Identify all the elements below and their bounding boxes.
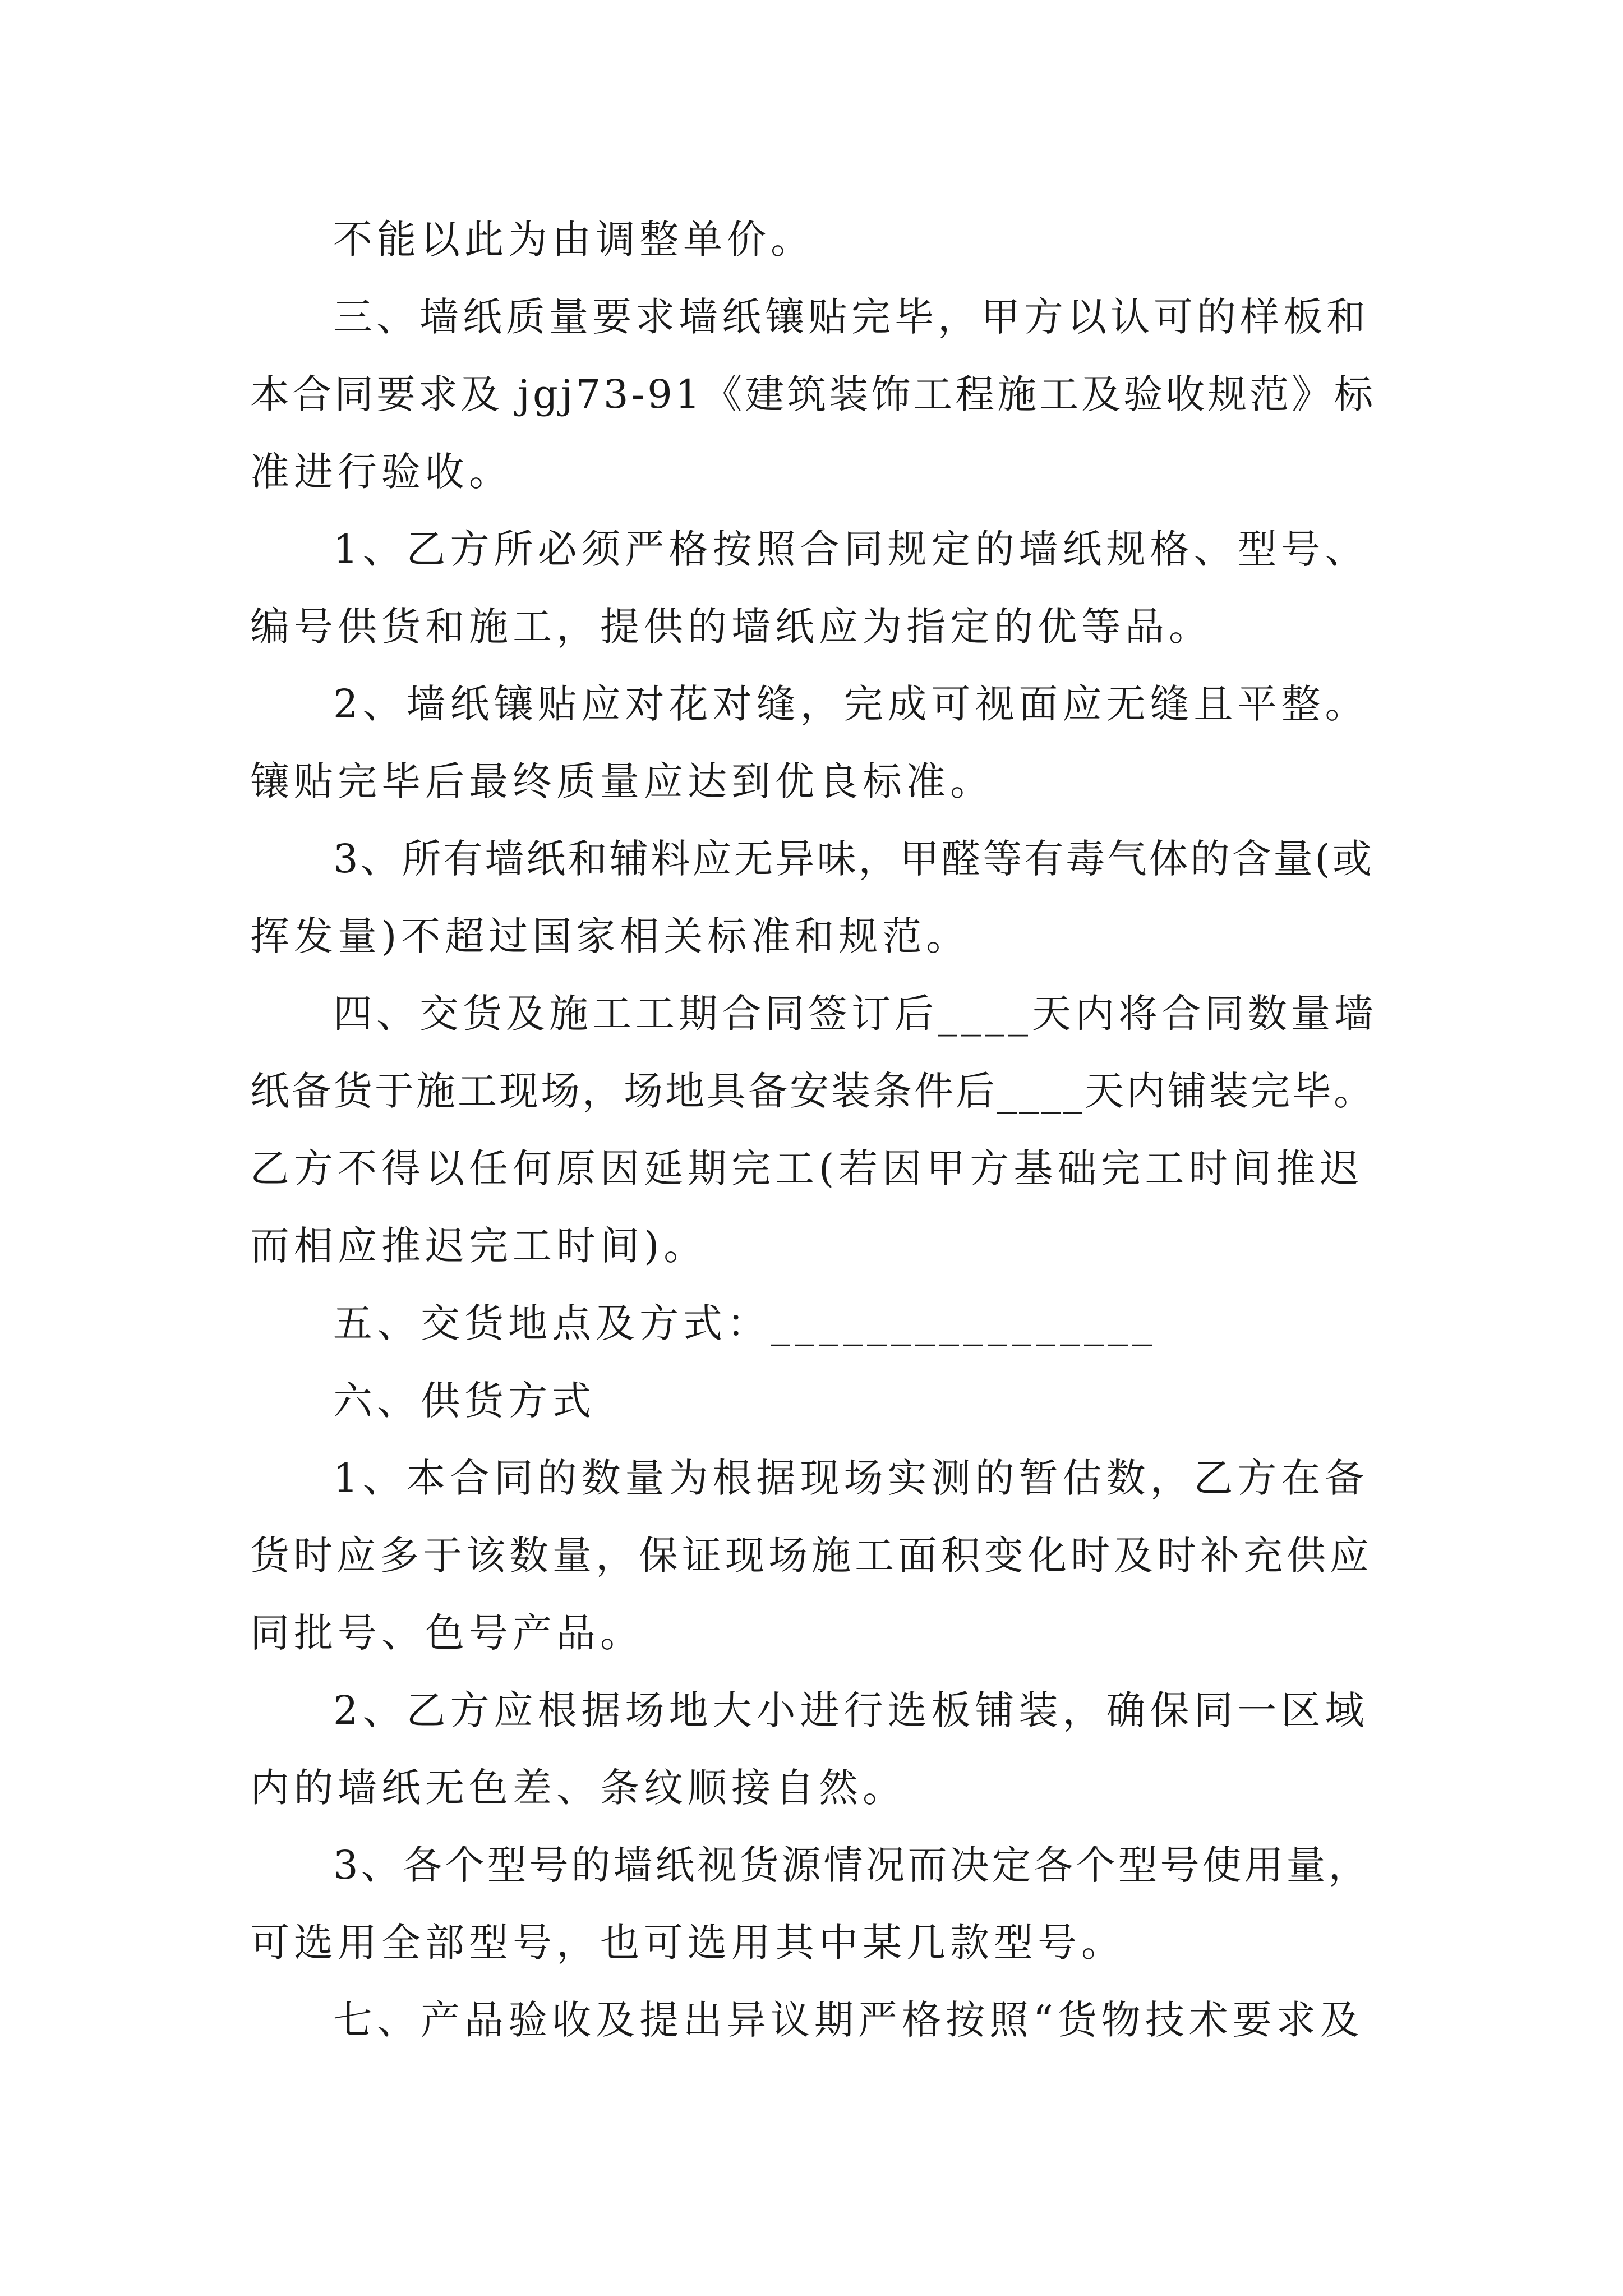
text-line: 不能以此为由调整单价。 bbox=[333, 217, 814, 263]
text-line: 可选用全部型号，也可选用其中某几款型号。 bbox=[250, 1920, 1125, 1966]
text-line: 三、墙纸质量要求墙纸镶贴完毕，甲方以认可的样板和 bbox=[333, 294, 1370, 340]
text-line: 2、乙方应根据场地大小进行选板铺装，确保同一区域 bbox=[333, 1687, 1369, 1733]
text-line: 乙方不得以任何原因延期完工(若因甲方基础完工时间推迟 bbox=[250, 1145, 1364, 1191]
text-line: 挥发量)不超过国家相关标准和规范。 bbox=[250, 913, 970, 959]
text-line: 3、各个型号的墙纸视货源情况而决定各个型号使用量， bbox=[333, 1842, 1371, 1888]
text-line: 1、乙方所必须严格按照合同规定的墙纸规格、型号、 bbox=[333, 526, 1369, 572]
text-line: 2、墙纸镶贴应对花对缝，完成可视面应无缝且平整。 bbox=[333, 681, 1369, 727]
text-line: 五、交货地点及方式：________________ bbox=[333, 1300, 1156, 1346]
text-line: 3、所有墙纸和辅料应无异味，甲醛等有毒气体的含量(或 bbox=[333, 836, 1374, 882]
text-line: 同批号、色号产品。 bbox=[250, 1610, 644, 1656]
text-line: 镶贴完毕后最终质量应达到优良标准。 bbox=[250, 758, 994, 804]
text-line: 编号供货和施工，提供的墙纸应为指定的优等品。 bbox=[250, 604, 1212, 650]
text-line: 而相应推迟完工时间)。 bbox=[250, 1223, 708, 1269]
text-line: 七、产品验收及提出异议期严格按照“货物技术要求及 bbox=[333, 1997, 1364, 2043]
text-line: 纸备货于施工现场，场地具备安装条件后____天内铺装完毕。 bbox=[250, 1068, 1375, 1114]
text-line: 六、供货方式 bbox=[333, 1378, 596, 1424]
text-line: 四、交货及施工工期合同签订后____天内将合同数量墙 bbox=[333, 991, 1377, 1037]
text-line: 准进行验收。 bbox=[250, 449, 513, 495]
text-line: 本合同要求及 jgj73-91《建筑装饰工程施工及验收规范》标 bbox=[250, 371, 1376, 417]
document-body bbox=[250, 201, 1377, 2059]
text-line: 内的墙纸无色差、条纹顺接自然。 bbox=[250, 1765, 906, 1811]
text-line: 1、本合同的数量为根据现场实测的暂估数，乙方在备 bbox=[333, 1455, 1369, 1501]
text-line: 货时应多于该数量，保证现场施工面积变化时及时补充供应 bbox=[250, 1533, 1373, 1579]
